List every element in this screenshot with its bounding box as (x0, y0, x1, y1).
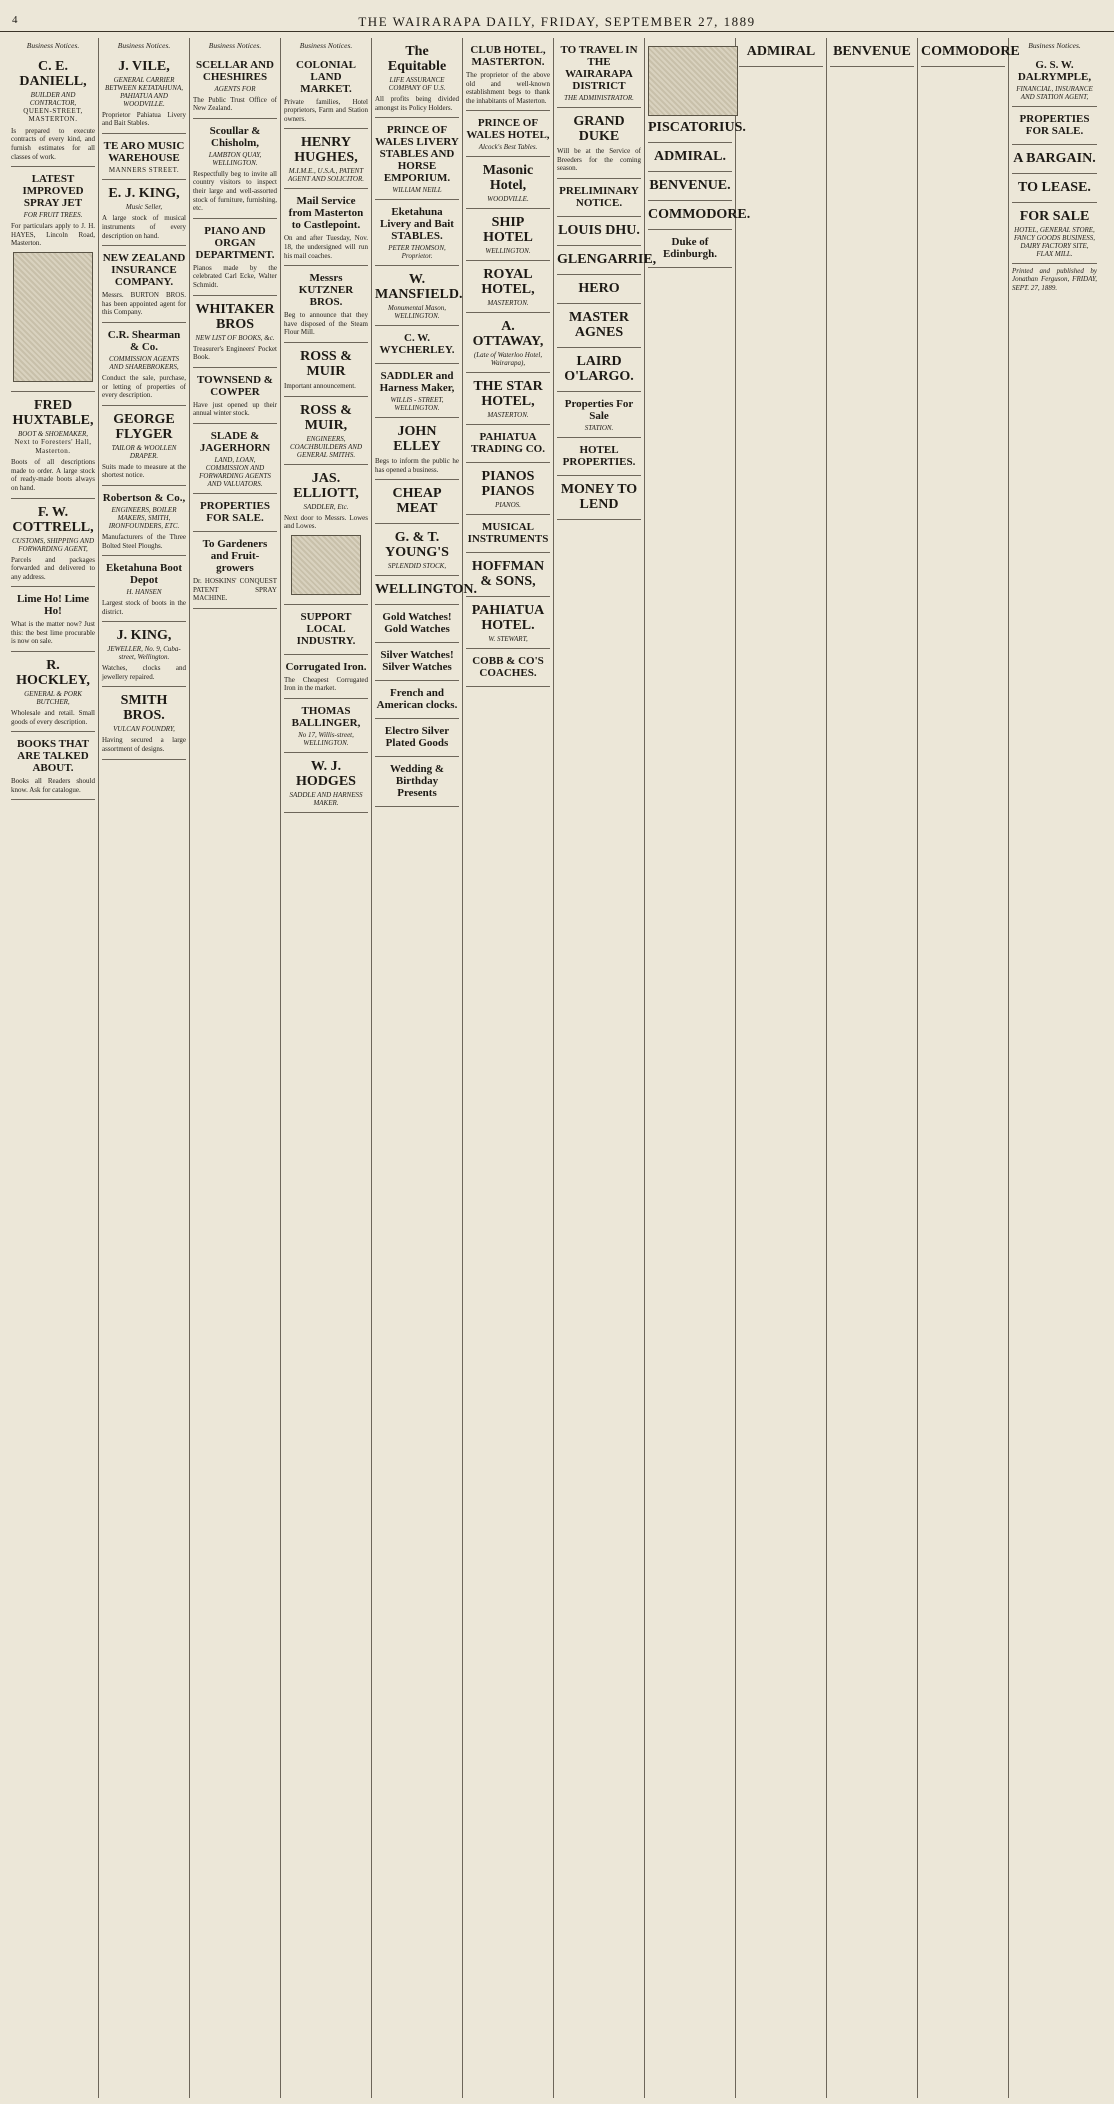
ad-subtitle: FOR FRUIT TREES. (23, 211, 83, 220)
advertisement (648, 172, 732, 201)
imprint: Printed and published by Jonathan Ferguson, FRIDAY, SEPT. 27, 1889. (1012, 266, 1097, 292)
ad-body: Suits made to measure at the shortest notice. (102, 462, 186, 480)
ad-title: PAHIATUA TRADING CO. (471, 431, 545, 456)
ad-title: SCELLAR AND CHESHIRES (196, 58, 274, 83)
ad-subtitle: COMMISSION AGENTS AND SHAREBROKERS, (108, 354, 180, 371)
ad-title: COMMODORE (921, 44, 1020, 59)
ad-body: Pianos made by the celebrated Carl Ecke, Walter Schmidt. (193, 263, 277, 289)
newspaper-column (645, 38, 751, 2098)
ad-title: CHEAP MEAT (392, 486, 442, 517)
ad-subtitle: GENERAL & PORK BUTCHER, (24, 690, 82, 707)
ad-title: A. OTTAWAY, (472, 319, 544, 350)
ad-subtitle: LAMBTON QUAY, WELLINGTON. (208, 150, 262, 167)
advertisement (193, 219, 277, 296)
ad-subtitle: BOOT & SHOEMAKER, (17, 429, 89, 438)
advertisement (557, 348, 641, 392)
advertisement (102, 486, 186, 556)
ad-title: HOTEL PROPERTIES. (562, 443, 636, 468)
advertisement (102, 134, 186, 181)
ad-body: Parcels and packages forwarded and delivered to any address. (11, 555, 95, 581)
ad-title: LATEST IMPROVED SPRAY JET (22, 173, 84, 210)
ad-title: PIANOS PIANOS (481, 469, 535, 500)
ad-title: R. HOCKLEY, (16, 658, 90, 689)
ad-title: NEW ZEALAND INSURANCE COMPANY. (102, 252, 186, 289)
ad-body: For particulars apply to J. H. HAYES, Lincoln Road, Masterton. (11, 222, 95, 248)
ad-title: GEORGE FLYGER (113, 411, 175, 442)
advertisement (102, 406, 186, 486)
advertisement (375, 480, 459, 524)
advertisement (375, 418, 459, 480)
advertisement (375, 757, 459, 807)
ad-title: PISCATORIUS. (648, 120, 746, 135)
advertisement (11, 652, 95, 732)
column-heading: Business Notices. (117, 41, 171, 50)
advertisement (193, 53, 277, 119)
advertisement (557, 246, 657, 275)
ad-body: Having secured a large assortment of designs. (102, 736, 186, 754)
advertisement (102, 687, 186, 759)
ad-title: THOMAS BALLINGER, (291, 704, 361, 729)
advertisement (466, 373, 550, 425)
advertisement (466, 515, 550, 553)
ad-title: J. KING, (116, 628, 172, 644)
ad-title: PRELIMINARY NOTICE. (559, 184, 639, 209)
advertisement (739, 38, 823, 67)
ad-title: Eketahuna Livery and Bait STABLES. (380, 206, 454, 243)
ad-subtitle: Music Seller, (125, 203, 163, 212)
ad-subtitle: AGENTS FOR (214, 84, 256, 93)
ad-title: A BARGAIN. (1013, 150, 1096, 166)
ad-body: Treasurer's Engineers' Pocket Book. (193, 344, 277, 362)
ad-title: SMITH BROS. (120, 693, 168, 724)
ad-subtitle: BUILDER AND CONTRACTOR, (29, 90, 77, 107)
ad-title: HERO (578, 280, 620, 296)
advertisement (375, 681, 459, 719)
ad-body: Respectfully beg to invite all country visitors to inspect their large and well-assorted stock of furniture, furnishing, etc. (193, 169, 277, 213)
advertisement (466, 38, 550, 111)
advertisement (466, 553, 550, 597)
column-heading: Business Notices. (299, 41, 353, 50)
ad-subtitle: W. STEWART, (488, 635, 528, 644)
ad-title: THE STAR HOTEL, (473, 379, 543, 410)
ad-title: TOWNSEND & COWPER (197, 373, 273, 398)
ad-subtitle: GENERAL CARRIER BETWEEN KETATAHUNA, PAHIATUA AND WOODVILLE. (104, 75, 184, 108)
ad-title: ADMIRAL (746, 44, 816, 59)
newspaper-column (1009, 38, 1100, 2098)
advertisement (557, 38, 641, 108)
ad-subtitle: NEW LIST OF BOOKS, &c. (195, 333, 275, 342)
ad-title: Duke of Edinburgh. (662, 236, 718, 260)
ad-title: PIANO AND ORGAN DEPARTMENT. (195, 224, 275, 261)
ad-title: BOOKS THAT ARE TALKED ABOUT. (16, 738, 90, 775)
ad-subtitle: STATION. (584, 423, 614, 432)
ad-title: MASTER AGNES (569, 309, 629, 340)
ad-subtitle: WILLIAM NEILL (392, 186, 442, 195)
newspaper-column (463, 38, 554, 2098)
ad-title: GLENGARRIE, (557, 251, 657, 267)
ad-title: FRED HUXTABLE, (12, 397, 94, 428)
ad-subtitle: M.I.M.E., U.S.A., PATENT AGENT AND SOLICITOR. (287, 167, 365, 184)
advertisement (102, 180, 186, 246)
ad-body: Messrs. BURTON BROS. has been appointed agent for this Company. (102, 291, 186, 317)
ad-subtitle: Monumental Mason, WELLINGTON. (388, 304, 446, 321)
ad-title: COBB & CO'S COACHES. (472, 655, 544, 680)
ad-title: TO TRAVEL IN THE WAIRARAPA DISTRICT (560, 44, 638, 92)
ad-address: Next to Foresters' Hall, Masterton. (14, 437, 92, 455)
ad-body: The proprietor of the above old and well-known establishment begs to thank the inhabitants of Masterton. (466, 71, 550, 105)
ad-title: W. MANSFIELD. (375, 272, 463, 303)
ad-subtitle: CUSTOMS, SHIPPING AND FORWARDING AGENT, (12, 536, 94, 553)
ad-title: WHITAKER BROS (195, 301, 275, 332)
advertisement (193, 368, 277, 424)
ad-body: Watches, clocks and jewellery repaired. (102, 664, 186, 681)
advertisement (557, 392, 641, 438)
ad-body: Conduct the sale, purchase, or letting of properties of every description. (102, 373, 186, 400)
ad-subtitle: LIFE ASSURANCE COMPANY OF U.S. (388, 76, 446, 92)
advertisement (284, 655, 368, 699)
ad-body: Private families, Hotel proprietors, Farm and Station owners. (284, 97, 368, 123)
ad-subtitle: Alcock's Best Tables. (478, 143, 538, 152)
advertisement (921, 38, 1020, 67)
advertisement (193, 119, 277, 219)
advertisement (11, 53, 95, 168)
advertisement (1012, 203, 1097, 264)
ad-body: Will be at the Service of Breeders for the coming season. (557, 147, 641, 173)
advertisement (1012, 174, 1097, 203)
ad-subtitle: PETER THOMSON, Proprietor. (388, 244, 446, 261)
newspaper-column (827, 38, 918, 2098)
ad-subtitle: TAILOR & WOOLLEN DRAPER. (111, 443, 177, 460)
advertisement (193, 494, 277, 532)
ad-title: Properties For Sale (564, 397, 634, 422)
horse-engraving (648, 46, 738, 116)
ad-title: SHIP HOTEL (483, 215, 533, 246)
ad-title: C. W. WYCHERLEY. (379, 332, 455, 357)
ad-subtitle: THE ADMINISTRATOR. (564, 94, 634, 102)
advertisement (1012, 53, 1097, 107)
ad-title: JAS. ELLIOTT, (293, 470, 359, 501)
advertisement (102, 622, 186, 687)
advertisement (11, 167, 95, 392)
advertisement (466, 649, 550, 687)
advertisement (284, 189, 368, 266)
ad-body: Wholesale and retail. Small goods of every description. (11, 709, 95, 726)
advertisement (11, 392, 95, 499)
ad-title: ADMIRAL. (654, 149, 726, 164)
advertisement (284, 397, 368, 465)
ad-body: The Cheapest Corrugated Iron in the market. (284, 675, 368, 693)
saddle-engraving (291, 535, 361, 595)
advertisement (375, 524, 459, 576)
ad-title: J. VILE, (118, 58, 170, 74)
ad-title: PAHIATUA HOTEL. (471, 603, 545, 634)
ad-title: LAIRD O'LARGO. (564, 353, 634, 384)
ad-subtitle: JEWELLER, No. 9, Cuba-street, Wellington. (107, 645, 181, 662)
ad-body: All profits being divided amongst its Policy Holders. (375, 95, 459, 112)
ad-title: ROSS & MUIR (300, 348, 352, 379)
ad-title: Messrs KUTZNER BROS. (298, 272, 354, 309)
ad-subtitle: SPLENDID STOCK, (387, 562, 447, 571)
advertisement (466, 111, 550, 157)
ad-body: Dr. HOSKINS' CONQUEST PATENT SPRAY MACHINE. (193, 576, 277, 603)
ad-body: Proprietor Pahiatua Livery and Bait Stables. (102, 110, 186, 128)
advertisement (11, 499, 95, 588)
ad-title: C.R. Shearman & Co. (107, 328, 181, 353)
ad-title: JOHN ELLEY (393, 424, 441, 455)
advertisement (375, 326, 459, 364)
ad-body: Books all Readers should know. Ask for catalogue. (11, 777, 95, 794)
ad-subtitle: WOODVILLE. (487, 195, 529, 204)
ad-title: COLONIAL LAND MARKET. (296, 58, 356, 95)
advertisement (284, 605, 368, 655)
advertisement (284, 465, 368, 605)
advertisement (557, 217, 641, 246)
ad-body: Manufacturers of the Three Bolted Steel Ploughs. (102, 532, 186, 550)
advertisement (375, 200, 459, 266)
ad-title: Mail Service from Masterton to Castlepoint. (288, 195, 364, 232)
ad-body: Largest stock of boots in the district. (102, 599, 186, 616)
newspaper-column (281, 38, 372, 2098)
ad-title: PRINCE OF WALES HOTEL, (466, 117, 550, 142)
advertisement (375, 576, 478, 605)
advertisement (466, 597, 550, 649)
column-heading: Business Notices. (26, 41, 80, 50)
advertisement (466, 425, 550, 463)
ad-title: ROYAL HOTEL, (481, 267, 535, 298)
advertisement (284, 699, 368, 753)
ad-title: SLADE & JAGERHORN (199, 429, 271, 454)
advertisement (284, 266, 368, 343)
ad-title: SADDLER and Harness Maker, (379, 370, 455, 395)
ad-title: G. & T. YOUNG'S (385, 530, 449, 561)
ad-title: FOR SALE (1019, 208, 1090, 224)
ad-title: BENVENUE. (649, 178, 731, 193)
ad-subtitle: MASTERTON. (487, 411, 529, 420)
ad-subtitle: FINANCIAL, INSURANCE AND STATION AGENT, (1016, 84, 1093, 101)
ad-subtitle: VULCAN FOUNDRY, (113, 725, 175, 734)
advertisement (1012, 107, 1097, 145)
newspaper-column (99, 38, 190, 2098)
ad-subtitle: (Late of Waterloo Hotel, Wairarapa), (473, 351, 543, 368)
advertisement (284, 129, 368, 189)
ad-title: Masonic Hotel, (482, 163, 534, 194)
advertisement (375, 364, 459, 418)
ad-body: Important announcement. (284, 381, 356, 390)
ad-title: The Equitable (387, 44, 447, 74)
ad-title: HOFFMAN & SONS, (471, 559, 545, 590)
newspaper-column (372, 38, 478, 2098)
column-heading: Business Notices. (208, 41, 262, 50)
newspaper-column (554, 38, 657, 2098)
advertisement (466, 463, 550, 515)
ad-title: Lime Ho! Lime Ho! (16, 593, 90, 618)
ad-body: What is the matter now? Just this: the best lime procurable is now on sale. (11, 620, 95, 646)
advertisement (11, 587, 95, 652)
advertisement (284, 753, 368, 813)
advertisement (284, 53, 368, 130)
ad-subtitle: No 17, Willis-street, WELLINGTON. (298, 730, 354, 747)
advertisement (648, 201, 751, 230)
ad-title: Gold Watches! Gold Watches (382, 611, 452, 636)
ad-title: Wedding & Birthday Presents (389, 763, 445, 800)
ad-title: W. J. HODGES (296, 758, 356, 789)
advertisement (648, 230, 732, 268)
ad-title: PRINCE OF WALES LIVERY STABLES AND HORSE EMPORIUM. (375, 124, 459, 185)
advertisement (830, 38, 914, 67)
ad-body: The Public Trust Office of New Zealand. (193, 95, 277, 113)
advertisement (102, 53, 186, 134)
advertisement (193, 424, 277, 494)
ad-body: Boots of all descriptions made to order. A large stock of ready-made boots always on hand. (11, 458, 95, 492)
spray-pump-engraving (13, 252, 93, 382)
advertisement (375, 266, 463, 326)
masthead-title: THE WAIRARAPA DAILY, FRIDAY, SEPTEMBER 27, 1889 (358, 14, 756, 29)
advertisement (557, 304, 641, 348)
ad-title: PROPERTIES FOR SALE. (1019, 112, 1090, 137)
ad-title: GRAND DUKE (573, 114, 625, 144)
page-number: 4 (12, 14, 18, 26)
advertisement (102, 323, 186, 406)
advertisement (102, 556, 186, 622)
ad-subtitle: H. HANSEN (126, 588, 162, 597)
advertisement (466, 209, 550, 261)
ad-title: G. S. W. DALRYMPLE, (1017, 58, 1092, 83)
ad-subtitle: ENGINEERS, COACHBUILDERS AND GENERAL SMITHS. (289, 434, 362, 459)
ad-title: Silver Watches! Silver Watches (380, 649, 454, 674)
ad-title: ROSS & MUIR, (300, 402, 352, 433)
ad-title: TO LEASE. (1018, 179, 1091, 195)
ad-title: Scoullar & Chisholm, (209, 124, 261, 149)
ad-title: Corrugated Iron. (285, 660, 367, 673)
ad-title: PROPERTIES FOR SALE. (200, 499, 270, 524)
ad-title: TE ARO MUSIC WAREHOUSE (103, 139, 185, 164)
ad-body: Begs to inform the public he has opened a business. (375, 457, 459, 474)
ad-title: HENRY HUGHES, (294, 135, 358, 166)
columns (8, 38, 1106, 2098)
ad-title: MUSICAL INSTRUMENTS (467, 521, 549, 546)
ad-title: COMMODORE. (648, 207, 751, 222)
ad-title: F. W. COTTRELL, (12, 504, 94, 535)
ad-address: QUEEN-STREET, MASTERTON. (23, 106, 83, 124)
masthead (0, 0, 1114, 32)
advertisement (557, 476, 641, 520)
newspaper-column (8, 38, 99, 2098)
advertisement (557, 108, 641, 179)
ad-title: C. E. DANIELL, (19, 58, 87, 89)
ad-body: Next door to Messrs. Lowes and Lowes. (284, 513, 368, 531)
ad-subtitle: LAND, LOAN, COMMISSION AND FORWARDING AGENTS AND VALUATORS. (199, 455, 271, 488)
ad-title: E. J. KING, (108, 186, 180, 202)
ad-title: WELLINGTON. (375, 582, 478, 598)
ad-subtitle: WILLIS - STREET, WELLINGTON. (390, 396, 444, 413)
advertisement (375, 643, 459, 681)
ad-title: MONEY TO LEND (560, 481, 638, 512)
advertisement (375, 605, 459, 643)
advertisement (648, 143, 732, 172)
advertisement (284, 343, 368, 397)
ad-title: Robertson & Co., (102, 491, 186, 504)
advertisement (375, 719, 459, 757)
advertisement (375, 38, 459, 118)
column-heading: Business Notices. (1028, 41, 1081, 50)
advertisement (466, 313, 550, 373)
advertisement (648, 38, 746, 143)
ad-subtitle: WELLINGTON. (485, 247, 531, 256)
newspaper-column (736, 38, 827, 2098)
ad-body: Have just opened up their annual winter stock. (193, 400, 277, 418)
advertisement (375, 118, 459, 200)
ad-subtitle: ENGINEERS, BOILER MAKERS, SMITH, IRONFOUNDERS, ETC. (108, 505, 180, 530)
ad-title: CLUB HOTEL, MASTERTON. (470, 44, 546, 68)
ad-subtitle: HOTEL, GENERAL STORE, FANCY GOODS BUSINESS, DAIRY FACTORY SITE, FLAX MILL. (1014, 225, 1095, 258)
ad-body: Beg to announce that they have disposed of the Steam Flour Mill. (284, 311, 368, 337)
advertisement (557, 438, 641, 476)
ad-title: BENVENUE (833, 44, 911, 59)
advertisement (557, 275, 641, 304)
ad-body: A large stock of musical instruments of every description on hand. (102, 214, 186, 240)
ad-title: French and American clocks. (376, 687, 458, 712)
advertisement (466, 157, 550, 209)
advertisement (11, 732, 95, 800)
ad-subtitle: MASTERTON. (487, 299, 529, 308)
ad-title: SUPPORT LOCAL INDUSTRY. (296, 610, 356, 647)
ad-title: Electro Silver Plated Goods (384, 725, 450, 750)
newspaper-column (190, 38, 281, 2098)
advertisement (557, 179, 641, 217)
advertisement (1012, 145, 1097, 174)
ad-subtitle: PIANOS. (495, 501, 521, 510)
ad-subtitle: SADDLER, Etc. (303, 502, 349, 511)
ad-subtitle: SADDLE AND HARNESS MAKER. (289, 790, 363, 807)
advertisement (102, 246, 186, 323)
ad-body: On and after Tuesday, Nov. 18, the undersigned will run his mail coaches. (284, 234, 368, 260)
ad-address: MANNERS STREET. (108, 165, 180, 174)
ad-body: Is prepared to execute contracts of every kind, and furnish estimates for all classes of work. (11, 126, 95, 161)
newspaper-column (918, 38, 1020, 2098)
advertisement (193, 532, 277, 609)
advertisement (466, 261, 550, 313)
advertisement (193, 296, 277, 368)
ad-title: LOUIS DHU. (558, 222, 640, 238)
ad-title: Eketahuna Boot Depot (105, 562, 183, 587)
ad-title: To Gardeners and Fruit-growers (202, 537, 268, 574)
